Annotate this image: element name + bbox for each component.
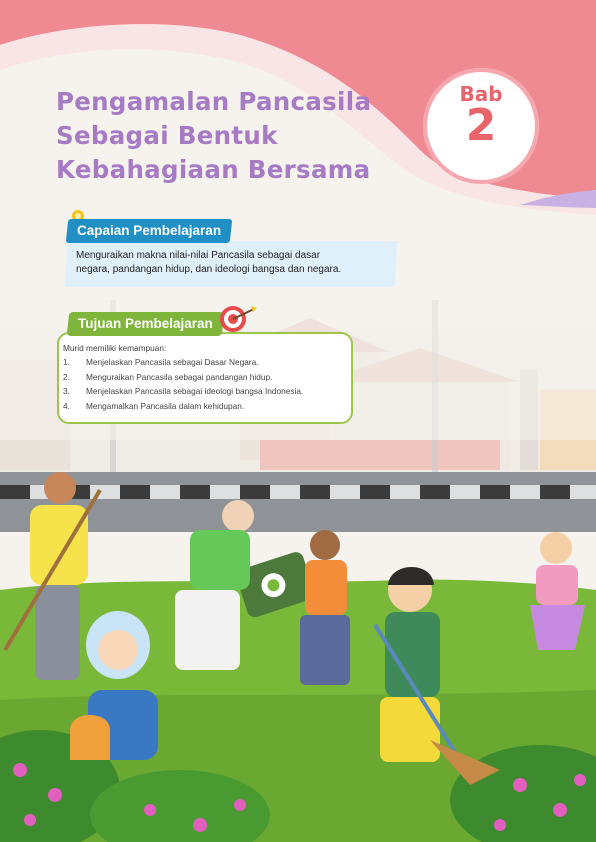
- capaian-text: [76, 249, 396, 277]
- tujuan-list: [63, 355, 303, 413]
- chapter-number: 2: [465, 100, 497, 151]
- title-line-3: Kebahagiaan Bersama: [56, 155, 371, 184]
- list-item: 1. Menjelaskan Pancasila sebagai Dasar Negara.: [63, 357, 259, 367]
- chapter-title: [56, 85, 396, 187]
- title-line-2: Sebagai Bentuk: [56, 121, 278, 150]
- capaian-line-1: Menguraikan makna nilai-nilai Pancasila sebagai dasar: [76, 250, 321, 261]
- person-green-shirt-boy: [380, 567, 440, 762]
- chapter-badge: [423, 68, 539, 184]
- list-item: 2. Menguraikan Pancasila sebagai pandangan hidup.: [63, 371, 273, 382]
- target-icon: [218, 304, 258, 334]
- tujuan-heading: Tujuan Pembelajaran: [67, 312, 224, 336]
- title-line-1: Pengamalan Pancasila: [56, 87, 372, 116]
- tujuan-intro: Murid memiliki kemampuan:: [63, 343, 167, 353]
- list-item: 3. Menjelaskan Pancasila sebagai ideologi bangsa Indonesia.: [63, 386, 304, 396]
- capaian-heading: Capaian Pembelajaran: [66, 219, 233, 243]
- capaian-line-2: negara, pandangan hidup, dan ideologi bangsa dan negara.: [76, 264, 342, 275]
- chapter-label: Bab: [459, 82, 503, 106]
- list-item: 4. Mengamalkan Pancasila dalam kehidupan.: [63, 400, 245, 411]
